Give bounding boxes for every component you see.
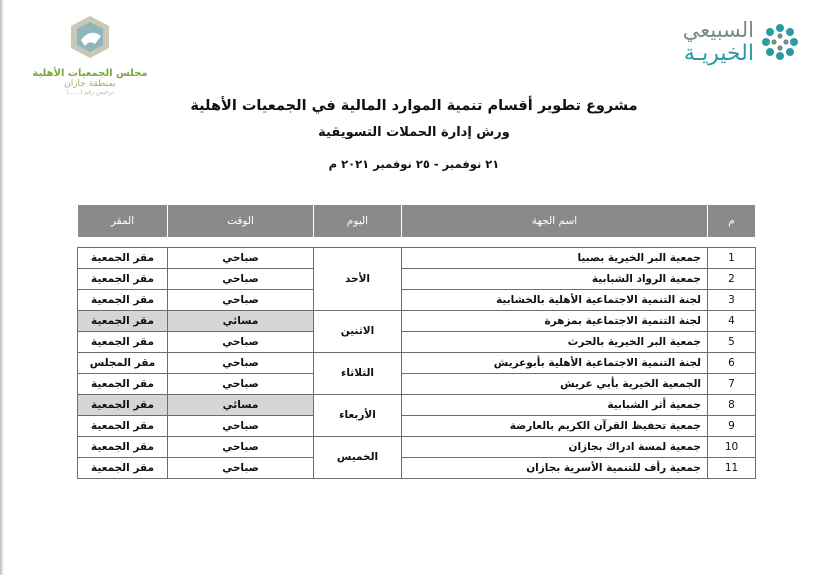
- row-time: صباحي: [168, 289, 314, 310]
- document-title: مشروع تطوير أقسام تنمية الموارد المالية في الجمعيات الأهلية: [190, 98, 638, 114]
- table-header-row: [78, 205, 756, 237]
- row-org: جمعية البر الخيرية بصبيا: [402, 247, 708, 268]
- row-time: صباحي: [168, 415, 314, 436]
- row-time: صباحي: [168, 352, 314, 373]
- row-place: مقر الجمعية: [78, 289, 168, 310]
- row-org: جمعية رأف للتنمية الأسرية بجازان: [402, 457, 708, 478]
- table-row: [78, 289, 756, 310]
- table-row: [78, 373, 756, 394]
- row-org: الجمعية الخيرية بأبي عريش: [402, 373, 708, 394]
- day-cell: الاثنين: [314, 310, 402, 352]
- day-cell: الثلاثاء: [314, 352, 402, 394]
- table-row: [78, 268, 756, 289]
- row-place: مقر الجمعية: [78, 247, 168, 268]
- row-num: 6: [708, 352, 756, 373]
- table-row: [78, 436, 756, 457]
- row-place: مقر الجمعية: [78, 457, 168, 478]
- logo-right-line2: الخيريـة: [683, 41, 754, 66]
- row-time: صباحي: [168, 457, 314, 478]
- row-org: جمعية تحفيظ القرآن الكريم بالعارضة: [402, 415, 708, 436]
- council-logo: [30, 14, 150, 94]
- row-time: صباحي: [168, 373, 314, 394]
- row-place: مقر الجمعية: [78, 310, 168, 331]
- row-org: جمعية لمسة ادراك بجازان: [402, 436, 708, 457]
- row-num: 1: [708, 247, 756, 268]
- document-dates: ٢١ نوفمبر - ٢٥ نوفمبر ٢٠٢١ م: [328, 157, 500, 171]
- row-time: صباحي: [168, 436, 314, 457]
- row-num: 4: [708, 310, 756, 331]
- row-num: 10: [708, 436, 756, 457]
- row-num: 9: [708, 415, 756, 436]
- day-cell: الأربعاء: [314, 394, 402, 436]
- row-num: 2: [708, 268, 756, 289]
- alsubaie-logo: [660, 20, 800, 68]
- row-place: مقر الجمعية: [78, 373, 168, 394]
- row-time: صباحي: [168, 268, 314, 289]
- row-place: مقر المجلس: [78, 352, 168, 373]
- col-header-num: م: [708, 205, 756, 237]
- table-row: [78, 394, 756, 415]
- row-org: جمعية البر الخيرية بالحرث: [402, 331, 708, 352]
- row-org: جمعية الرواد الشبابية: [402, 268, 708, 289]
- row-num: 5: [708, 331, 756, 352]
- logo-right-line1: السبيعي: [682, 18, 754, 42]
- row-place: مقر الجمعية: [78, 268, 168, 289]
- row-place: مقر الجمعية: [78, 415, 168, 436]
- col-header-place: المقر: [78, 205, 168, 237]
- table-row: [78, 247, 756, 268]
- row-org: لجنة التنمية الاجتماعية الأهلية بالخشابية: [402, 289, 708, 310]
- row-org: لجنة التنمية الاجتماعية بمزهرة: [402, 310, 708, 331]
- row-time: مسائي: [168, 310, 314, 331]
- logo-left-line1: مجلس الجمعيات الأهلية: [32, 68, 148, 79]
- row-time: مسائي: [168, 394, 314, 415]
- col-header-day: اليوم: [314, 205, 402, 237]
- row-num: 11: [708, 457, 756, 478]
- table-row: [78, 415, 756, 436]
- col-header-time: الوقت: [168, 205, 314, 237]
- row-time: صباحي: [168, 247, 314, 268]
- col-header-org: اسم الجهة: [402, 205, 708, 237]
- table-row: [78, 310, 756, 331]
- row-org: لجنة التنمية الاجتماعية الأهلية بأبوعريش: [402, 352, 708, 373]
- flower-logo-icon: [760, 22, 800, 62]
- document-subtitle: ورش إدارة الحملات التسويقية: [318, 125, 510, 140]
- table-row: [78, 331, 756, 352]
- hexagon-logo-icon: [67, 14, 113, 60]
- day-cell: الأحد: [314, 247, 402, 310]
- page-edge-shadow: [0, 0, 4, 575]
- table-row: [78, 352, 756, 373]
- row-time: صباحي: [168, 331, 314, 352]
- row-place: مقر الجمعية: [78, 331, 168, 352]
- table-row: [78, 457, 756, 478]
- row-num: 7: [708, 373, 756, 394]
- row-num: 8: [708, 394, 756, 415]
- schedule-table: [77, 205, 756, 479]
- row-place: مقر الجمعية: [78, 394, 168, 415]
- row-org: جمعية أثر الشبابية: [402, 394, 708, 415]
- row-place: مقر الجمعية: [78, 436, 168, 457]
- logo-left-line2: بمنطقة جازان: [64, 79, 116, 89]
- row-num: 3: [708, 289, 756, 310]
- day-cell: الخميس: [314, 436, 402, 478]
- logo-left-line3: ترخيص رقم (......): [66, 89, 114, 96]
